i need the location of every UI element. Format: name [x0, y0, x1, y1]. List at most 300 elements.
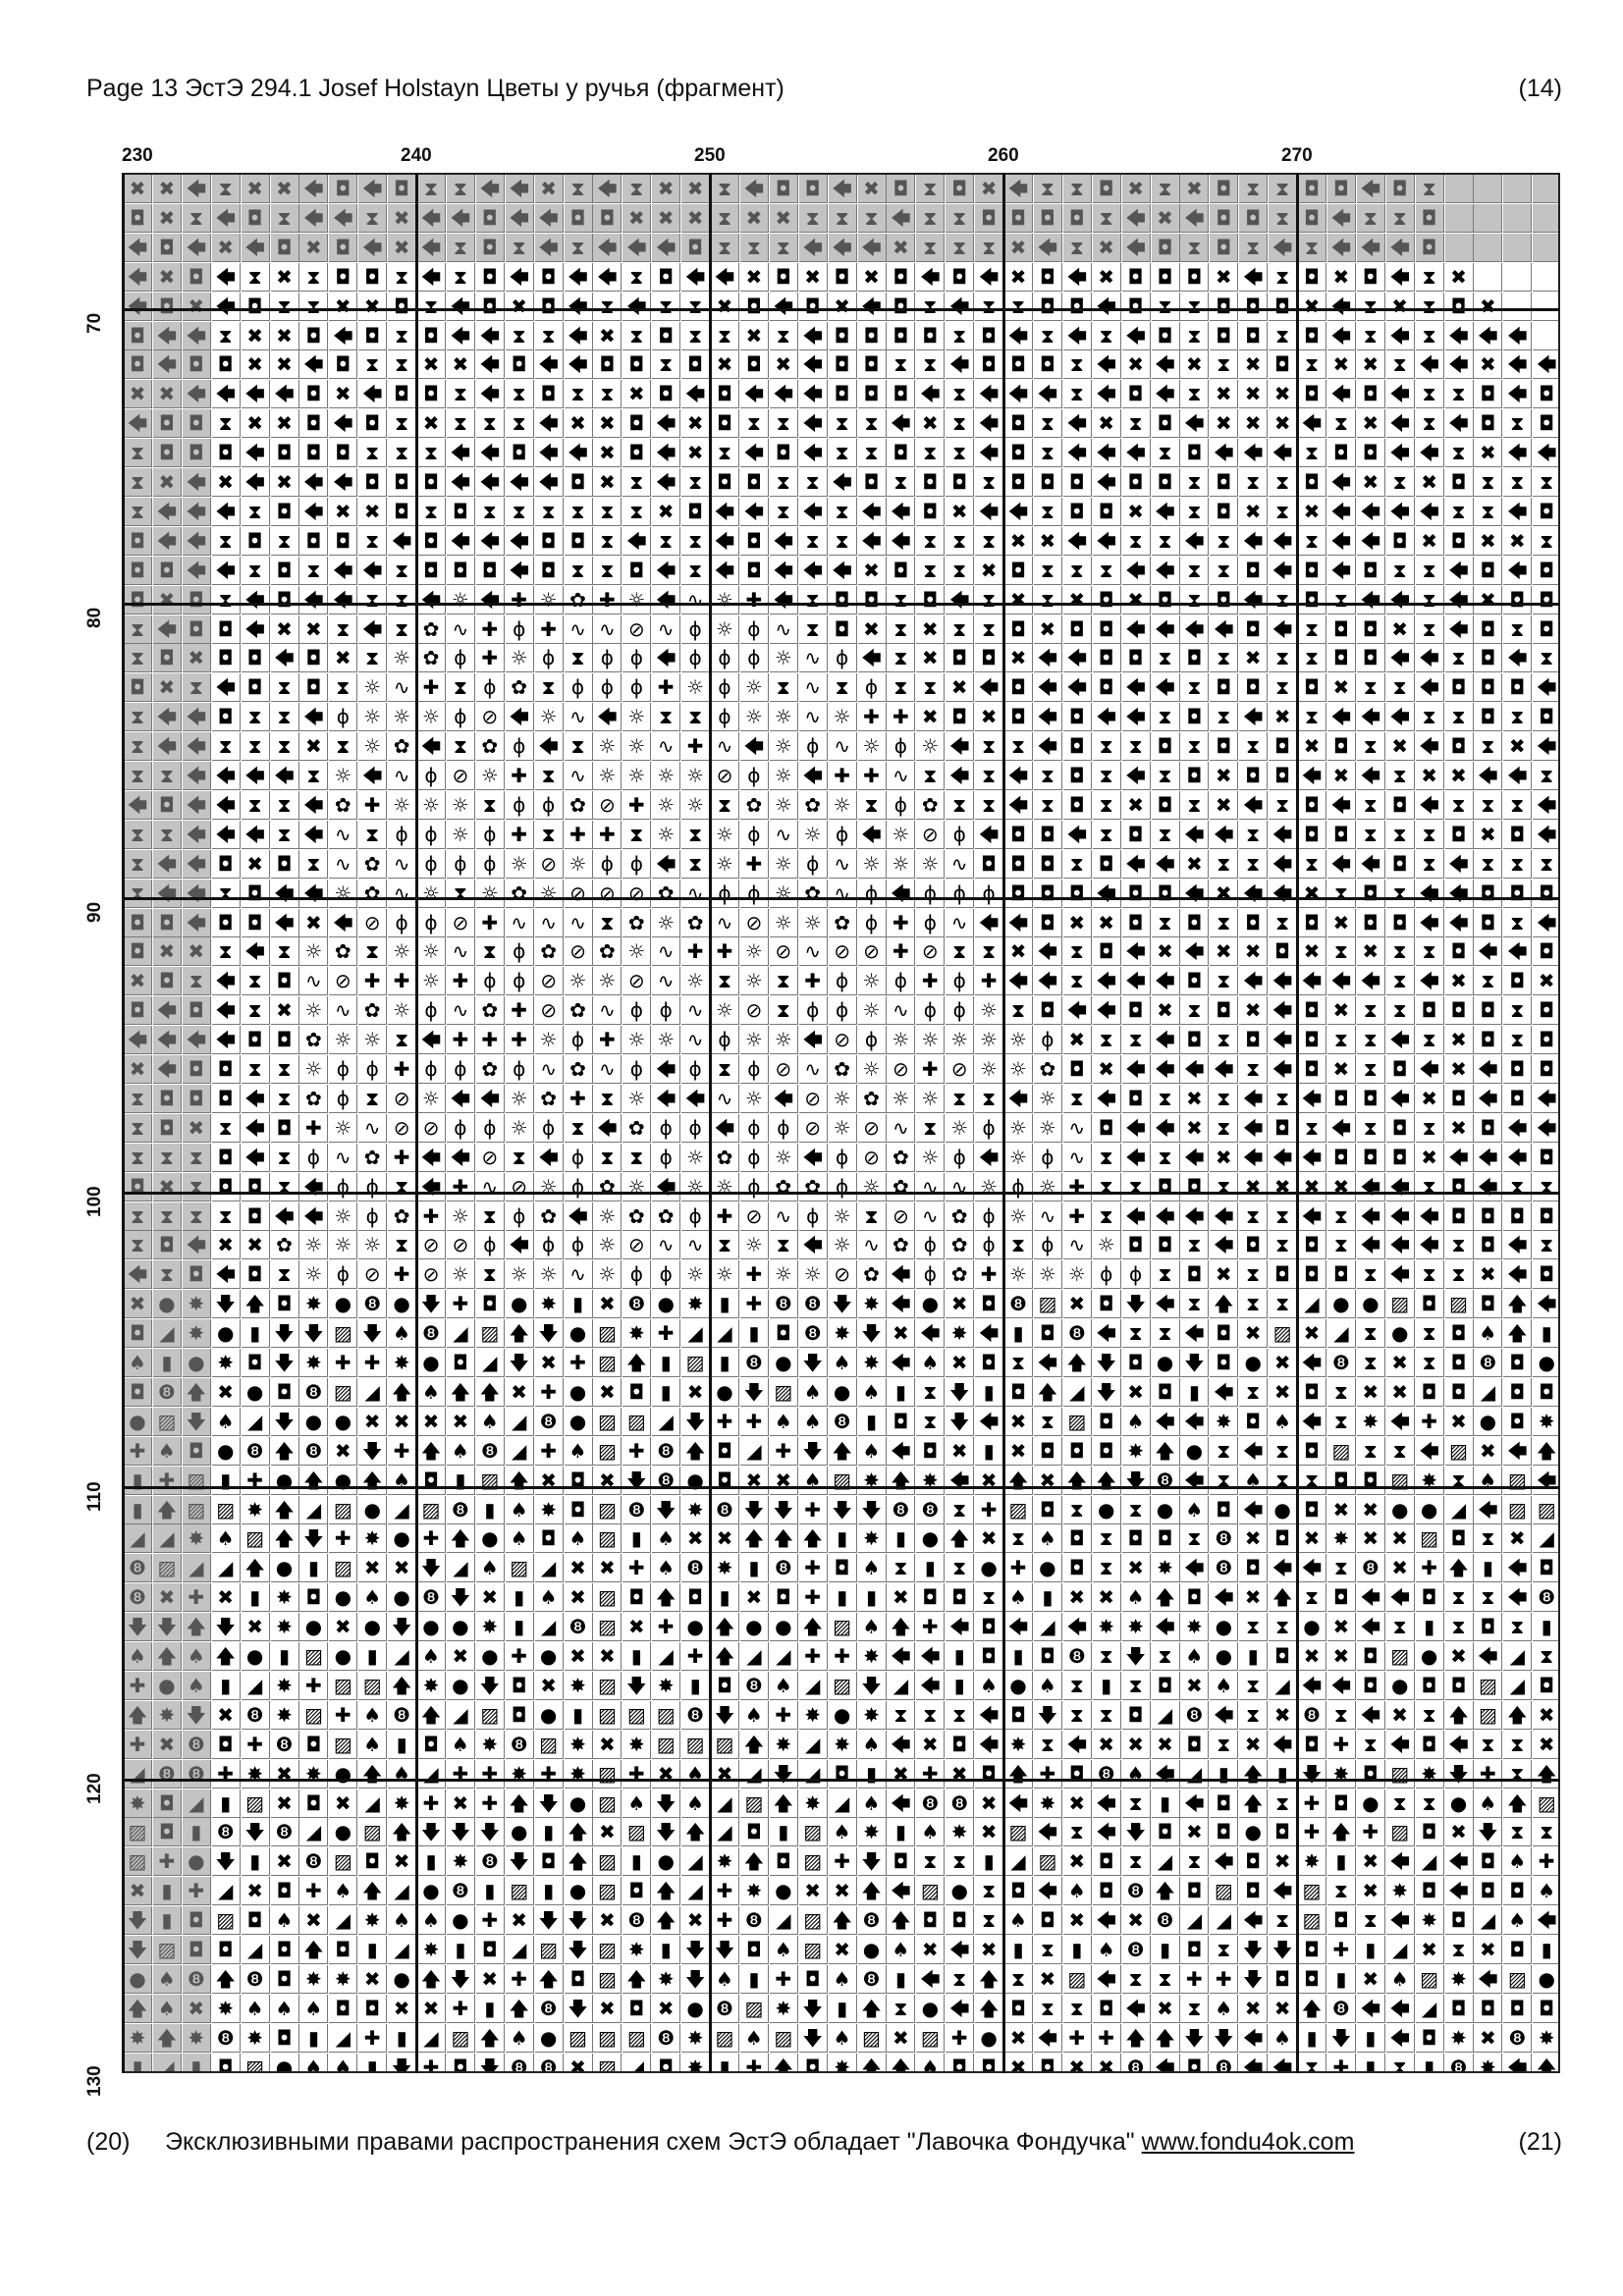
chart-cell: ☼ [565, 850, 593, 879]
chart-cell: ∿ [887, 1114, 915, 1143]
chart-cell: ⧗ [1210, 527, 1238, 556]
chart-cell: 🡄 [1269, 967, 1297, 995]
chart-cell: ✖ [388, 1847, 416, 1876]
chart-cell: ∿ [829, 732, 857, 761]
chart-cell: ✸ [506, 1760, 534, 1789]
chart-cell: ☼ [622, 1026, 651, 1054]
chart-cell: ❽ [212, 2024, 241, 2053]
chart-cell: ◘ [829, 263, 857, 292]
chart-cell: ✚ [388, 967, 416, 995]
chart-cell: ✚ [622, 1437, 651, 1466]
chart-cell: ❽ [212, 1818, 241, 1846]
chart-cell: ⧗ [1386, 2054, 1415, 2073]
chart-cell: ✿ [476, 732, 505, 761]
chart-cell: ⧗ [1416, 557, 1444, 585]
chart-cell: ✿ [622, 1202, 651, 1231]
chart-cell: ● [242, 1378, 270, 1407]
chart-cell: 🡄 [946, 1995, 974, 2023]
chart-cell: ✖ [740, 1467, 769, 1495]
chart-cell: 🡄 [1269, 234, 1297, 262]
chart-cell: ◘ [681, 1583, 710, 1612]
chart-cell: ◘ [212, 1085, 241, 1113]
chart-cell: ⧗ [1503, 1760, 1532, 1789]
chart-cell: ✸ [1445, 2024, 1474, 2053]
chart-cell: ✖ [1063, 1847, 1092, 1876]
chart-cell: ◘ [1445, 1906, 1474, 1935]
chart-cell: ⧗ [1327, 880, 1356, 908]
chart-cell: ✸ [153, 1701, 182, 1730]
chart-cell: ▮ [858, 1760, 887, 1789]
chart-cell: 🡄 [299, 1202, 328, 1231]
chart-cell: ✿ [565, 996, 593, 1025]
chart-cell: ⧗ [622, 175, 651, 203]
chart-cell: 🡄 [565, 293, 593, 321]
chart-cell: ❽ [770, 1554, 798, 1582]
chart-cell: 🡅 [388, 1378, 416, 1407]
chart-cell: ☼ [711, 615, 739, 644]
chart-cell: 🡄 [946, 1936, 974, 1964]
chart-cell: 🡄 [153, 703, 182, 731]
chart-cell: ● [1474, 1408, 1502, 1436]
chart-cell: ♠ [829, 2024, 857, 2053]
chart-cell: ✿ [329, 937, 357, 966]
chart-cell: ◘ [1416, 1731, 1444, 1759]
chart-cell: ⧗ [1004, 1965, 1033, 1994]
chart-cell: 🡅 [565, 1818, 593, 1846]
chart-cell: ◘ [1152, 586, 1180, 614]
chart-cell: 🡇 [565, 1995, 593, 2023]
chart-cell: ⧗ [1298, 234, 1326, 262]
chart-cell: ⧗ [388, 586, 416, 614]
chart-cell: ✖ [1269, 1701, 1297, 1730]
chart-cell: ✸ [1416, 1760, 1444, 1789]
chart-cell: ◘ [1180, 1731, 1209, 1759]
chart-cell: ⧗ [1152, 821, 1180, 849]
chart-cell: 🡄 [565, 1202, 593, 1231]
chart-cell: ✚ [681, 732, 710, 761]
chart-cell: ▮ [212, 1467, 241, 1495]
chart-cell: ▮ [212, 1789, 241, 1818]
chart-cell: ⧗ [506, 1144, 534, 1172]
chart-cell: ✚ [417, 673, 446, 702]
chart-cell: ◘ [1416, 996, 1444, 1025]
chart-cell: ▨ [1474, 1672, 1502, 1700]
chart-cell: ✖ [212, 1583, 241, 1612]
chart-cell: ▨ [1298, 1877, 1326, 1905]
chart-cell: ⧗ [1122, 1672, 1151, 1700]
chart-cell: 🡄 [299, 204, 328, 233]
chart-cell: 🡅 [565, 1847, 593, 1876]
chart-cell: ⧗ [1357, 322, 1385, 350]
chart-cell: ⧗ [1063, 557, 1092, 585]
chart-cell: ◘ [153, 1231, 182, 1259]
chart-cell: 🡄 [1122, 615, 1151, 644]
chart-cell: ❽ [271, 1818, 299, 1846]
chart-cell: 🡄 [1239, 586, 1268, 614]
chart-cell: ◘ [242, 1026, 270, 1054]
chart-cell: ✖ [417, 1995, 446, 2023]
chart-cell: 🡄 [1416, 909, 1444, 937]
chart-cell: ⊘ [329, 967, 357, 995]
chart-cell: ⧗ [1298, 850, 1326, 879]
chart-cell: ✖ [1327, 673, 1356, 702]
chart-cell: ✚ [476, 644, 505, 672]
chart-cell: ◘ [1474, 880, 1502, 908]
chart-cell: ✖ [1180, 850, 1209, 879]
grid-major-line [122, 603, 1560, 606]
chart-cell: ◘ [1327, 1789, 1356, 1818]
chart-cell: ⊘ [858, 1144, 887, 1172]
chart-cell: ⧗ [271, 821, 299, 849]
chart-cell: ✸ [858, 1524, 887, 1553]
chart-cell: ◘ [1152, 409, 1180, 438]
chart-cell: ◘ [242, 1906, 270, 1935]
chart-cell: ɸ [799, 1202, 828, 1231]
chart-cell: 🡄 [593, 1114, 622, 1143]
chart-cell: 🡄 [1533, 1467, 1560, 1495]
chart-cell: ◘ [1416, 1378, 1444, 1407]
chart-cell: ♠ [1034, 1524, 1062, 1553]
chart-cell: ∿ [681, 996, 710, 1025]
chart-cell: ⧗ [1533, 527, 1560, 556]
chart-cell: ⧗ [1004, 1524, 1033, 1553]
chart-cell: ✖ [652, 175, 680, 203]
chart-cell: ◘ [271, 1378, 299, 1407]
chart-cell: ⧗ [1034, 439, 1062, 467]
chart-cell: 🡄 [858, 234, 887, 262]
chart-cell: ✚ [711, 1408, 739, 1436]
chart-cell: 🡇 [506, 1349, 534, 1377]
chart-cell: 🡄 [946, 350, 974, 379]
chart-cell: 🡄 [1152, 498, 1180, 526]
chart-cell: ◘ [1445, 937, 1474, 966]
chart-cell: ✖ [506, 1906, 534, 1935]
chart-cell: ▨ [1386, 1818, 1415, 1846]
chart-cell: ☼ [417, 791, 446, 820]
chart-cell: 🡄 [1533, 821, 1560, 849]
chart-cell: ⧗ [1445, 1231, 1474, 1259]
chart-cell: ⧗ [946, 409, 974, 438]
chart-cell: 🡅 [770, 2054, 798, 2073]
chart-cell: ▨ [124, 1847, 152, 1876]
chart-cell: ◘ [1152, 791, 1180, 820]
chart-cell: ◘ [1004, 1378, 1033, 1407]
chart-cell: 🡄 [1416, 791, 1444, 820]
chart-cell: 🡄 [329, 322, 357, 350]
chart-cell: ⧗ [242, 791, 270, 820]
chart-cell: ◘ [946, 2054, 974, 2073]
chart-cell: 🡄 [1357, 586, 1385, 614]
chart-cell: ◘ [1445, 1995, 1474, 2023]
chart-cell: ⧗ [1063, 850, 1092, 879]
chart-cell: ☼ [476, 762, 505, 790]
chart-cell: ⧗ [593, 293, 622, 321]
chart-cell: ● [183, 1847, 211, 1876]
chart-cell: ♠ [388, 1760, 416, 1789]
chart-cell: 🡄 [829, 234, 857, 262]
chart-cell: 🡄 [1298, 1554, 1326, 1582]
chart-cell: ⧗ [1239, 1290, 1268, 1318]
chart-cell: ♠ [799, 1378, 828, 1407]
chart-cell: 🡅 [506, 1319, 534, 1348]
chart-cell: ⧗ [1004, 1231, 1033, 1259]
chart-cell: ✸ [124, 2024, 152, 2053]
chart-cell: 🡇 [770, 1496, 798, 1524]
chart-cell: 🡇 [417, 1554, 446, 1582]
chart-cell: ◘ [1210, 1818, 1238, 1846]
chart-cell: 🡇 [299, 1319, 328, 1348]
chart-cell: ☼ [476, 880, 505, 908]
chart-cell: ◘ [506, 1672, 534, 1700]
chart-cell: ◘ [1298, 1260, 1326, 1289]
chart-cell: ◘ [1298, 1437, 1326, 1466]
chart-cell: ⧗ [153, 1144, 182, 1172]
chart-cell: ◘ [271, 557, 299, 585]
chart-cell: ✖ [1210, 380, 1238, 408]
chart-cell: ⧗ [1445, 703, 1474, 731]
chart-cell: ◘ [1503, 1202, 1532, 1231]
chart-cell: ☼ [417, 880, 446, 908]
chart-cell: ● [740, 1613, 769, 1641]
chart-cell: ✖ [1445, 263, 1474, 292]
chart-cell: ✖ [916, 644, 945, 672]
chart-cell: ▮ [506, 1613, 534, 1641]
chart-cell: ▮ [829, 1583, 857, 1612]
chart-cell: 🡄 [1386, 234, 1415, 262]
chart-cell: ⧗ [329, 673, 357, 702]
chart-cell: ✖ [153, 1731, 182, 1759]
chart-cell: 🡇 [652, 1789, 680, 1818]
chart-cell: ⧗ [242, 557, 270, 585]
chart-cell: ✸ [622, 1319, 651, 1348]
chart-cell: 🡄 [1386, 1085, 1415, 1113]
chart-cell: ⧗ [1034, 762, 1062, 790]
chart-cell: ✚ [711, 1877, 739, 1905]
chart-cell: ⧗ [1269, 644, 1297, 672]
chart-cell: ✿ [622, 1114, 651, 1143]
chart-cell: ⧗ [887, 673, 915, 702]
chart-cell: ⧗ [770, 322, 798, 350]
chart-cell: ◘ [388, 468, 416, 497]
chart-cell: ☼ [329, 1202, 357, 1231]
chart-cell: ∿ [946, 909, 974, 937]
footer-website-link[interactable]: www.fondu4ok.com [1142, 2128, 1355, 2156]
chart-cell: ⧗ [447, 880, 475, 908]
chart-cell: ⧗ [565, 732, 593, 761]
chart-cell: ⧗ [1533, 762, 1560, 790]
chart-cell: ✸ [447, 1847, 475, 1876]
chart-cell: ☼ [916, 850, 945, 879]
chart-cell: ⧗ [1180, 791, 1209, 820]
chart-cell: ☼ [946, 1114, 974, 1143]
chart-cell: 🡇 [388, 2054, 416, 2073]
chart-cell: ✿ [506, 880, 534, 908]
chart-cell: ☼ [740, 1085, 769, 1113]
chart-cell: ◘ [1034, 996, 1062, 1025]
chart-cell: 🡄 [858, 498, 887, 526]
chart-cell: ✖ [1298, 1524, 1326, 1553]
chart-cell: 🡄 [565, 350, 593, 379]
chart-cell: ✖ [153, 263, 182, 292]
chart-cell: ✖ [1180, 175, 1209, 203]
chart-cell: ◘ [1503, 1408, 1532, 1436]
chart-cell: ◘ [1210, 1319, 1238, 1348]
chart-cell: ✚ [740, 1290, 769, 1318]
chart-cell: ▨ [593, 2024, 622, 2053]
chart-cell: ⧗ [1239, 468, 1268, 497]
chart-cell: ɸ [417, 821, 446, 849]
chart-cell: ɸ [681, 1202, 710, 1231]
chart-cell: ✖ [417, 1408, 446, 1436]
chart-cell: ◘ [1533, 880, 1560, 908]
chart-cell: ⧗ [1445, 380, 1474, 408]
chart-cell: ▨ [329, 1554, 357, 1582]
chart-cell: ◘ [1004, 880, 1033, 908]
chart-cell: 🡄 [799, 557, 828, 585]
chart-cell: 🡄 [1503, 2054, 1532, 2073]
chart-cell: ✖ [1239, 1524, 1268, 1553]
chart-cell: ✚ [916, 967, 945, 995]
chart-cell: ◘ [1474, 673, 1502, 702]
chart-cell: 🡅 [887, 2054, 915, 2073]
chart-cell: ✸ [652, 1672, 680, 1700]
chart-cell: 🡄 [1445, 850, 1474, 879]
chart-cell: ⧗ [1327, 1408, 1356, 1436]
chart-cell: 🡇 [1239, 1965, 1268, 1994]
chart-cell: ⧗ [1357, 1055, 1385, 1084]
chart-cell: 🡅 [388, 1672, 416, 1700]
chart-cell: ● [417, 1349, 446, 1377]
page-header-title: Page 13 ЭстЭ 294.1 Josef Holstayn Цветы у ручья (фрагмент) [86, 75, 784, 103]
chart-cell: ❽ [1063, 1319, 1092, 1348]
chart-cell: ⧗ [271, 1260, 299, 1289]
chart-cell: ∿ [565, 762, 593, 790]
chart-cell: 🡄 [1327, 967, 1356, 995]
chart-cell: 🡄 [799, 322, 828, 350]
chart-cell: ✚ [506, 1642, 534, 1671]
chart-cell: ◘ [1269, 762, 1297, 790]
chart-cell: 🡄 [1093, 967, 1121, 995]
chart-cell: ✿ [506, 673, 534, 702]
chart-cell: ⧗ [1298, 350, 1326, 379]
chart-cell: ⧗ [1239, 1260, 1268, 1289]
chart-cell: ▮ [124, 1496, 152, 1524]
chart-cell: ⧗ [1416, 937, 1444, 966]
chart-cell: ● [1416, 1496, 1444, 1524]
chart-cell: ◘ [1298, 322, 1326, 350]
chart-cell: ◘ [622, 1378, 651, 1407]
chart-cell: 🡄 [212, 821, 241, 849]
chart-cell: 🡄 [417, 1173, 446, 1201]
chart-cell: 🡄 [1034, 967, 1062, 995]
chart-cell: ⧗ [916, 762, 945, 790]
chart-cell: ⧗ [740, 234, 769, 262]
chart-cell: ⊘ [829, 1026, 857, 1054]
chart-cell: ✖ [1239, 380, 1268, 408]
chart-cell: 🡄 [1004, 967, 1033, 995]
chart-cell: ◘ [1503, 1378, 1532, 1407]
chart-cell: ◢ [1503, 1642, 1532, 1671]
chart-cell: ✖ [242, 1613, 270, 1641]
chart-cell: 🡄 [1180, 1467, 1209, 1495]
chart-cell: ✖ [1239, 1731, 1268, 1759]
chart-cell: 🡄 [858, 644, 887, 672]
chart-cell: ◢ [535, 1613, 564, 1641]
chart-cell: 🡄 [975, 1319, 1003, 1348]
chart-cell: ✚ [593, 1026, 622, 1054]
chart-cell: ♠ [1269, 2024, 1297, 2053]
chart-cell: ▨ [183, 1467, 211, 1495]
chart-cell: ⧗ [1269, 1437, 1297, 1466]
chart-cell: ◘ [1357, 644, 1385, 672]
chart-cell: 🡄 [1180, 1144, 1209, 1172]
chart-cell: ◘ [1269, 1260, 1297, 1289]
chart-cell: ◘ [1445, 468, 1474, 497]
chart-cell: 🡄 [1533, 673, 1560, 702]
chart-cell: ✸ [271, 1701, 299, 1730]
chart-cell: ⊘ [799, 1085, 828, 1113]
chart-cell: ✖ [1327, 1173, 1356, 1201]
chart-cell: ◘ [1063, 204, 1092, 233]
chart-cell: ⧗ [770, 996, 798, 1025]
chart-cell: ♠ [417, 1906, 446, 1935]
chart-cell: 🡄 [1357, 850, 1385, 879]
chart-cell: 🡄 [1063, 1613, 1092, 1641]
chart-cell: ● [476, 1524, 505, 1553]
chart-cell: ⧗ [565, 557, 593, 585]
chart-cell: ∿ [447, 615, 475, 644]
chart-cell: ◘ [153, 1789, 182, 1818]
chart-cell: ✚ [476, 615, 505, 644]
chart-cell: ❽ [681, 1701, 710, 1730]
chart-cell: ◘ [1152, 1173, 1180, 1201]
chart-cell: 🡄 [1503, 1437, 1532, 1466]
chart-cell: ▮ [417, 1847, 446, 1876]
footer-page-right: (21) [1519, 2128, 1562, 2157]
chart-cell: ◘ [1416, 1290, 1444, 1318]
chart-cell: ✖ [535, 175, 564, 203]
chart-cell: 🡄 [1474, 1496, 1502, 1524]
chart-cell: ✖ [388, 1995, 416, 2023]
chart-cell: ⧗ [1386, 967, 1415, 995]
chart-cell: ✖ [1474, 1936, 1502, 1964]
chart-cell: ✖ [1239, 1583, 1268, 1612]
chart-cell: ✖ [1474, 586, 1502, 614]
chart-cell: ▮ [1416, 1613, 1444, 1641]
chart-cell: ɸ [506, 615, 534, 644]
chart-cell: ▨ [565, 2024, 593, 2053]
chart-cell: ◢ [887, 1672, 915, 1700]
chart-cell: 🡄 [1474, 1642, 1502, 1671]
chart-cell: ♠ [299, 1995, 328, 2023]
chart-cell: ♠ [652, 1524, 680, 1553]
chart-cell: 🡇 [1298, 1760, 1326, 1789]
chart-cell: 🡄 [1269, 1026, 1297, 1054]
chart-cell: ❽ [1327, 1349, 1356, 1377]
chart-cell: ɸ [417, 850, 446, 879]
chart-cell: ☼ [1004, 1114, 1033, 1143]
chart-cell: ✖ [1239, 350, 1268, 379]
chart-cell: ɸ [829, 996, 857, 1025]
chart-cell: 🡄 [1093, 703, 1121, 731]
chart-cell: 🡅 [299, 1936, 328, 1964]
chart-cell: ◘ [1298, 821, 1326, 849]
chart-cell: ❽ [1357, 1554, 1385, 1582]
chart-cell: ◢ [183, 1789, 211, 1818]
chart-cell: ⧗ [1122, 527, 1151, 556]
chart-cell: ɸ [916, 996, 945, 1025]
chart-cell: ⧗ [1474, 498, 1502, 526]
